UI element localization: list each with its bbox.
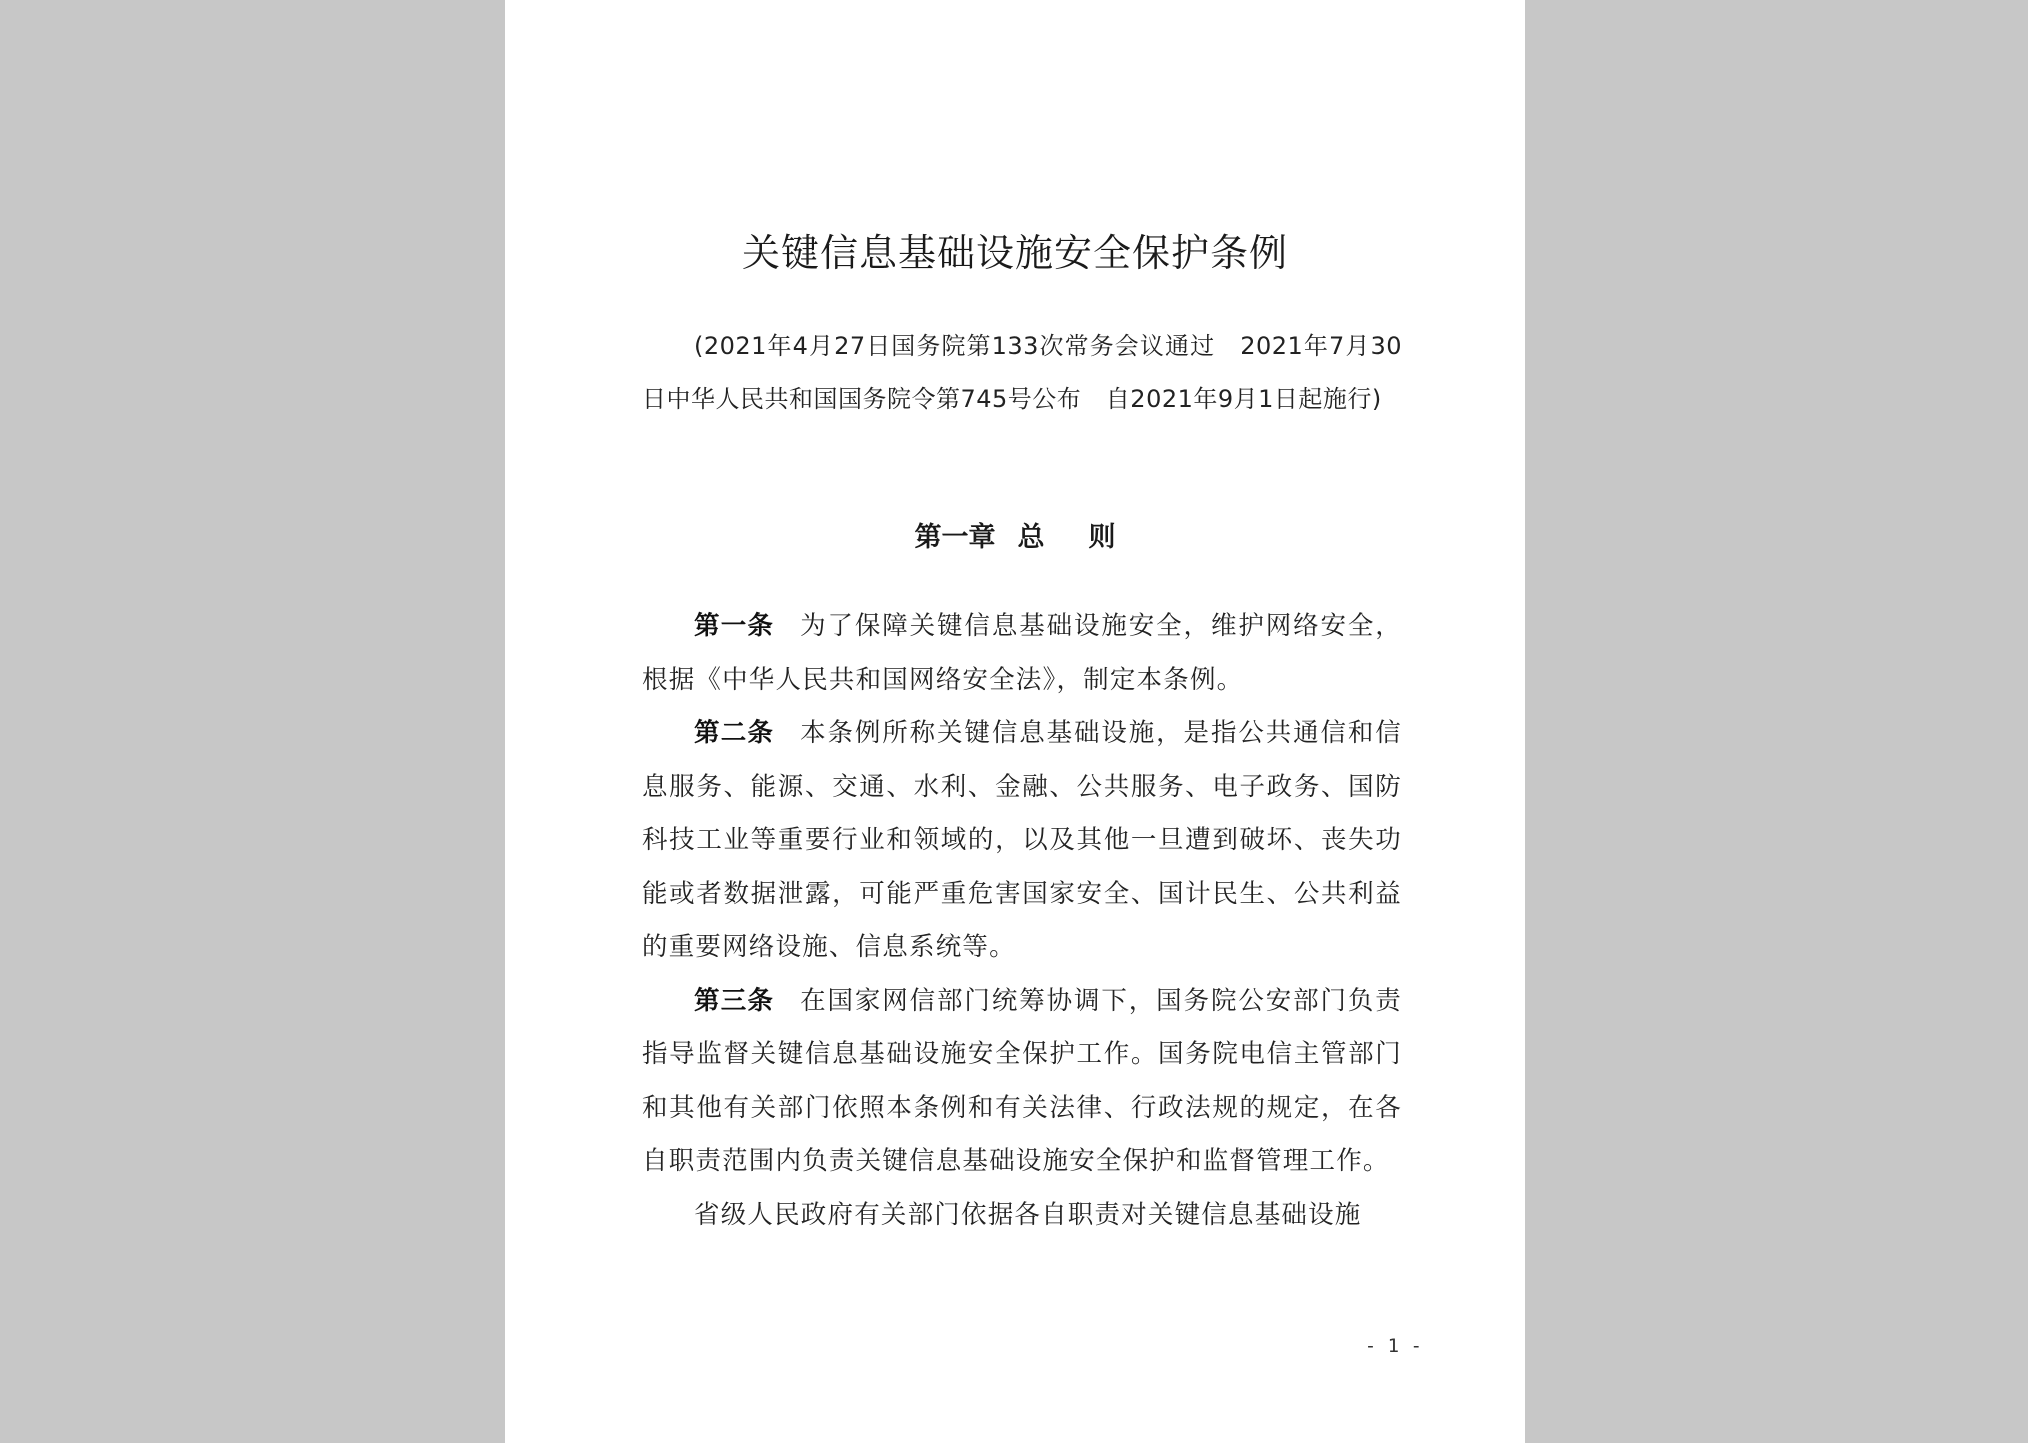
article-3 — [642, 975, 1402, 1189]
article-3-label: 第三条 — [694, 985, 775, 1016]
article-2-text: 本条例所称关键信息基础设施，是指公共通信和信息服务、能源、交通、水利、金融、公共服务、电子政务、国防科技工业等重要行业和领域的，以及其他一旦遭到破坏、丧失功能或者数据泄露，可能严重危害国家安全、国计民生、公共利益的重要网络设施、信息系统等。 — [642, 718, 1402, 962]
article-1-label: 第一条 — [694, 611, 775, 641]
article-3-text: 在国家网信部门统筹协调下，国务院公安部门负责指导监督关键信息基础设施安全保护工作。国务院电信主管部门和其他有关部门依照本条例和有关法律、行政法规的规定，在各自职责范围内负责关键信息基础设施安全保护和监督管理工作。 — [642, 985, 1402, 1176]
page-number: - 1 - — [1364, 1335, 1422, 1357]
chapter-name-part2: 则 — [1088, 522, 1116, 553]
document-subtitle: (2021年4月27日国务院第133次常务会议通过 2021年7月30日中华人民共和国国务院令第745号公布 自2021年9月1日起施行) — [642, 332, 1402, 413]
chapter-heading — [505, 512, 1525, 564]
chapter-number: 第一章 — [914, 522, 996, 553]
article-2-label: 第二条 — [694, 718, 775, 748]
document-title: 关键信息基础设施安全保护条例 — [741, 231, 1288, 275]
article-2 — [642, 707, 1402, 975]
chapter-name-part1: 总 — [1017, 522, 1045, 553]
article-1-text: 为了保障关键信息基础设施安全，维护网络安全，根据《中华人民共和国网络安全法》，制定本条例。 — [642, 611, 1402, 695]
document-page — [505, 0, 1525, 1443]
article-3-continuation: 省级人民政府有关部门依据各自职责对关键信息基础设施 — [694, 1199, 1362, 1230]
article-1 — [642, 600, 1402, 707]
document-body — [642, 600, 1402, 1242]
